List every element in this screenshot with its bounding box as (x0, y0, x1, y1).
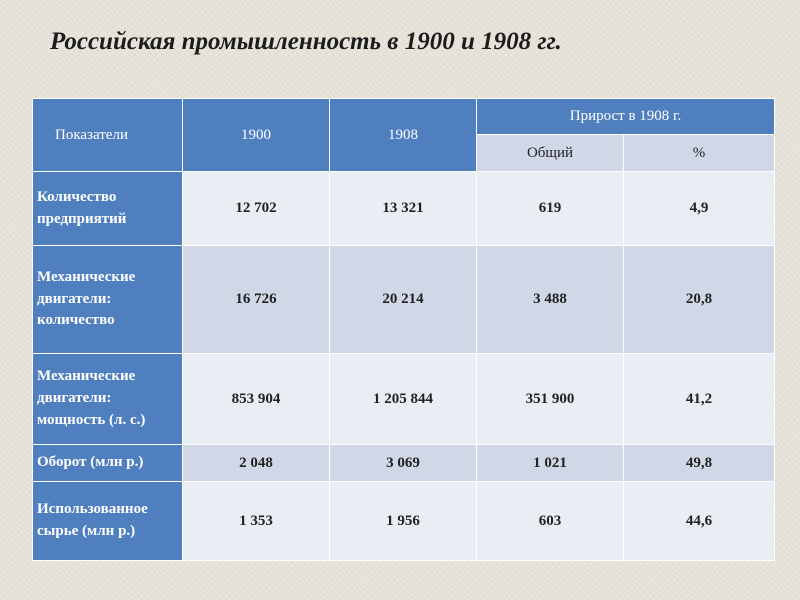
header-indicators: Показатели (33, 99, 183, 172)
value-1908: 13 321 (330, 172, 477, 246)
value-1900: 1 353 (183, 482, 330, 561)
table-row (33, 246, 775, 354)
slide-title: Российская промышленность в 1900 и 1908 гг. (50, 28, 562, 55)
header-row (33, 99, 775, 135)
industry-table (32, 98, 775, 561)
value-growth-percent: 41,2 (624, 354, 775, 445)
header-growth-percent: % (624, 135, 775, 172)
row-label: Количество предприятий (33, 172, 183, 246)
header-1908: 1908 (330, 99, 477, 172)
row-label: Механические двигатели: количество (33, 246, 183, 354)
value-growth-percent: 49,8 (624, 445, 775, 482)
value-1908: 1 205 844 (330, 354, 477, 445)
value-growth-total: 351 900 (477, 354, 624, 445)
value-1900: 16 726 (183, 246, 330, 354)
value-growth-percent: 44,6 (624, 482, 775, 561)
table-row (33, 482, 775, 561)
value-growth-percent: 20,8 (624, 246, 775, 354)
header-growth-total: Общий (477, 135, 624, 172)
value-1908: 3 069 (330, 445, 477, 482)
row-label: Использованное сырье (млн р.) (33, 482, 183, 561)
table-row (33, 445, 775, 482)
header-1900: 1900 (183, 99, 330, 172)
row-label: Оборот (млн р.) (33, 445, 183, 482)
value-growth-total: 1 021 (477, 445, 624, 482)
row-label: Механические двигатели: мощность (л. с.) (33, 354, 183, 445)
table-row (33, 354, 775, 445)
value-growth-total: 3 488 (477, 246, 624, 354)
value-1900: 2 048 (183, 445, 330, 482)
value-growth-total: 619 (477, 172, 624, 246)
header-growth: Прирост в 1908 г. (477, 99, 775, 135)
value-growth-total: 603 (477, 482, 624, 561)
value-1908: 20 214 (330, 246, 477, 354)
value-1908: 1 956 (330, 482, 477, 561)
value-1900: 853 904 (183, 354, 330, 445)
table-row (33, 172, 775, 246)
value-1900: 12 702 (183, 172, 330, 246)
value-growth-percent: 4,9 (624, 172, 775, 246)
